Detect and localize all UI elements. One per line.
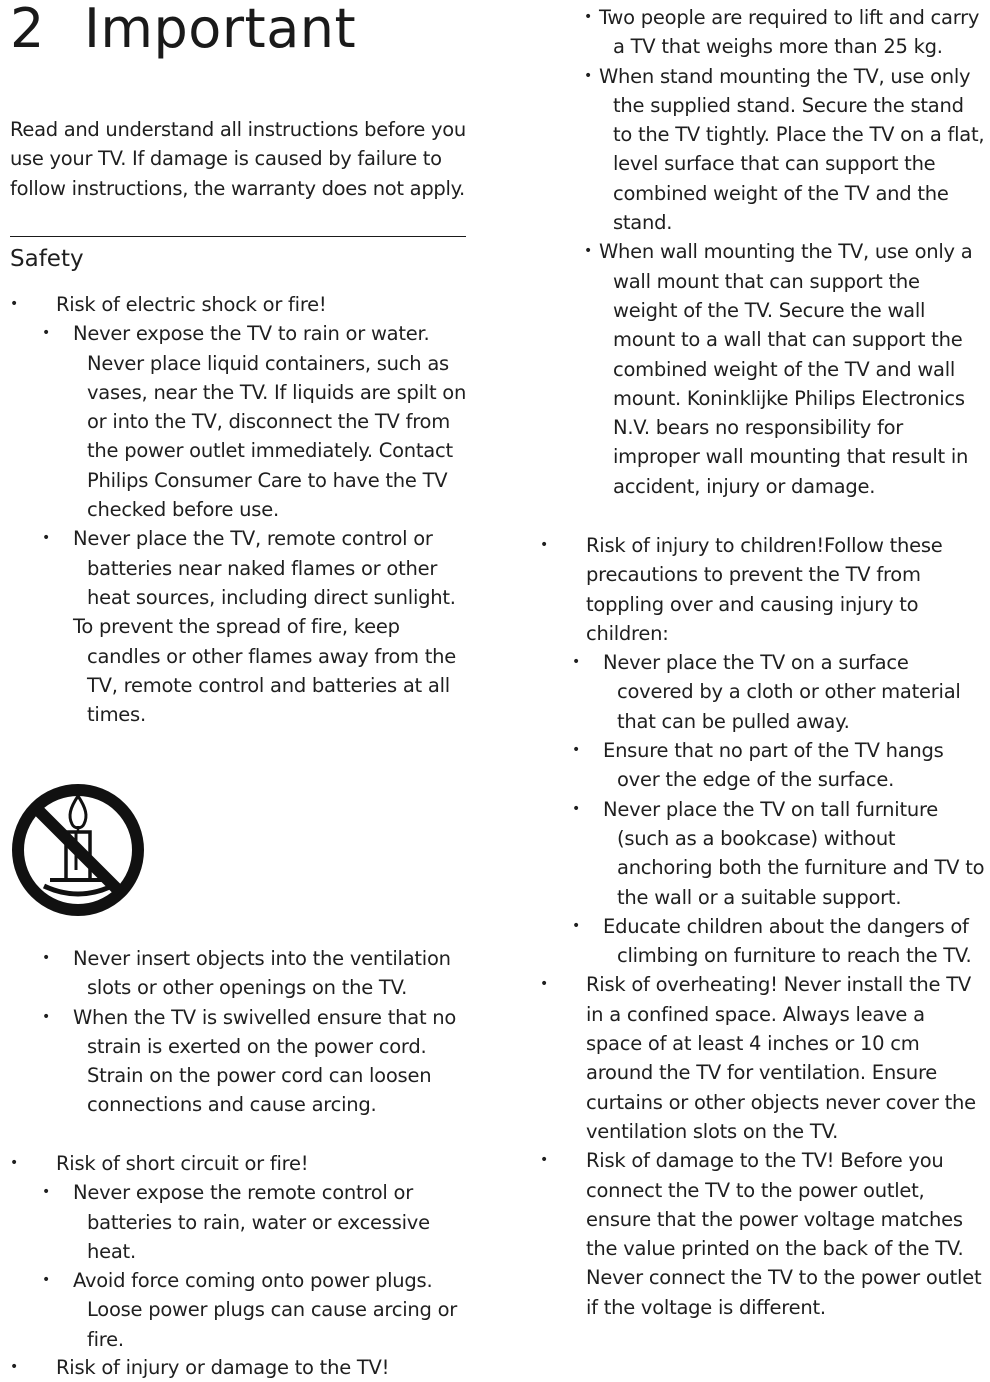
list-item: • When stand mounting the TV, use only the supplied stand. Secure the stand to the TV tightly. Place the TV on a flat, level surface that can support the combined weight of the TV and the stand. (540, 62, 986, 238)
sub-list (42, 319, 468, 729)
list-item: • Never insert objects into the ventilation slots or other openings on the TV. (42, 944, 468, 1003)
sub-list (572, 648, 986, 970)
list-item: • Never place the TV on tall furniture (such as a bookcase) without anchoring both the furniture and TV to the wall or a suitable support. (572, 795, 986, 912)
list-item: • Educate children about the dangers of climbing on furniture to reach the TV. (572, 912, 986, 971)
list-item: • Risk of damage to the TV! Before you connect the TV to the power outlet, ensure that the power voltage matches the value printed on the back of the TV. Never connect the TV to the power outlet if the voltage is different. (540, 1146, 986, 1322)
list-item (10, 1149, 468, 1354)
list-item: • Avoid force coming onto power plugs. Loose power plugs can cause arcing or fire. (42, 1266, 468, 1354)
risk-label-electric: Risk of electric shock or fire! (56, 293, 327, 316)
chapter-number: 2 (10, 0, 45, 60)
safety-list-injury (10, 1353, 468, 1382)
safety-list-short-circuit (10, 1149, 468, 1354)
list-item: • Ensure that no part of the TV hangs over the edge of the surface. (572, 736, 986, 795)
list-item: • When wall mounting the TV, use only a wall mount that can support the weight of the TV. Secure the wall mount to a wall that can support the combined weight of the TV and wall mount. Koninklijke Philips Electronics N.V. bears no responsibility for improper wall mounting that result in accident, injury or damage. (540, 237, 986, 501)
sub-list (42, 1178, 468, 1354)
list-item: • Never expose the TV to rain or water. Never place liquid containers, such as vases, near the TV. If liquids are spilt on or into the TV, disconnect the TV from the power outlet immediately. Contact Philips Consumer Care to have the TV checked before use. (42, 319, 468, 524)
list-item: • Risk of overheating! Never install the TV in a confined space. Always leave a space of at least 4 inches or 10 cm around the TV for ventilation. Ensure curtains or other objects never cover the ventilation slots on the TV. (540, 970, 986, 1146)
section-title: Safety (10, 246, 84, 272)
list-item (10, 290, 468, 729)
intro-paragraph: Read and understand all instructions before you use your TV. If damage is caused by failure to follow instructions, the warranty does not apply. (10, 118, 466, 200)
section-divider (10, 236, 466, 237)
risk-label-short: Risk of short circuit or fire! (56, 1152, 309, 1175)
list-item: • When the TV is swivelled ensure that no strain is exerted on the power cord. Strain on the power cord can loosen connections and cause arcing. (42, 1003, 468, 1120)
list-item-text: • Never place the TV, remote control or batteries near naked flames or other heat sources, including direct sunlight. (73, 527, 456, 609)
no-candles-icon-svg (10, 782, 146, 918)
list-item: • Risk of injury or damage to the TV! (10, 1353, 468, 1382)
list-item (42, 524, 468, 729)
list-item (540, 531, 986, 970)
chapter-title: Important (84, 0, 357, 60)
safety-list-continued (42, 944, 468, 1120)
list-item: • Never expose the remote control or batteries to rain, water or excessive heat. (42, 1178, 468, 1266)
no-candles-icon (10, 782, 146, 918)
risk-label-children: Risk of injury to children!Follow these precautions to prevent the TV from toppling over and causing injury to children: (586, 534, 943, 645)
safety-list-right (540, 531, 986, 1322)
page-title (10, 0, 356, 60)
lifting-mounting-list (540, 3, 986, 501)
safety-list-electric (10, 290, 468, 729)
list-item: • Two people are required to lift and carry a TV that weighs more than 25 kg. (540, 3, 986, 62)
list-item-text: To prevent the spread of fire, keep candles or other flames away from the TV, remote control and batteries at all times. (73, 615, 456, 727)
list-item: • Never place the TV on a surface covered by a cloth or other material that can be pulled away. (572, 648, 986, 736)
